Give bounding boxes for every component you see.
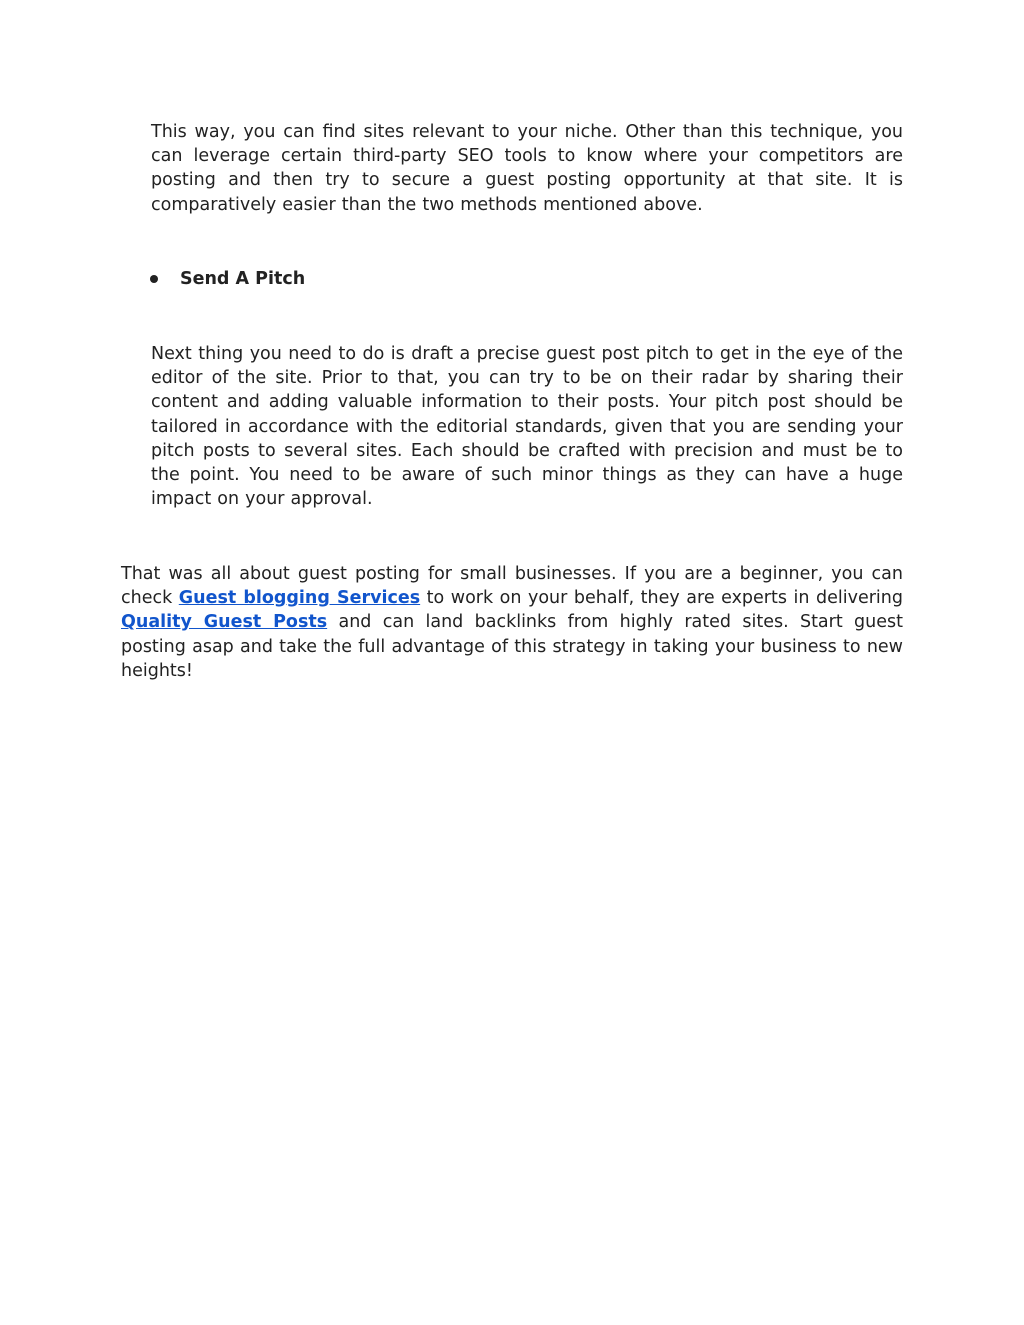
paragraph-send-pitch: Next thing you need to do is draft a precise guest post pitch to get in the eye of the editor of the site. Prior to that, you can try to be on their radar by sharing their content and adding valuable information to their posts. Your pitch post should be tailored in accordance with the editorial standards, given that you are sending your pitch posts to several sites. Each should be crafted with precision and must be to the point. You need to be aware of such minor things as they can have a huge impact on your approval.	[151, 344, 903, 510]
bullet-dot-icon	[150, 275, 158, 283]
bullet-item-send-a-pitch	[150, 267, 305, 291]
quality-guest-posts-link[interactable]: Quality Guest Posts	[121, 612, 328, 633]
conclusion-text-part-2: to work on your behalf, they are experts in delivering	[420, 588, 903, 609]
conclusion-text-part-1: That was all about guest posting for small businesses. If you are a beginner, you can check	[121, 564, 903, 609]
paragraph-find-sites: This way, you can find sites relevant to your niche. Other than this technique, you can leverage certain third-party SEO tools to know where your competitors are posting and then try to secure a guest posting opportunity at that site. It is comparatively easier than the two methods mentioned above.	[151, 122, 903, 215]
guest-blogging-services-link[interactable]: Guest blogging Services	[178, 588, 421, 609]
paragraph-conclusion	[121, 562, 903, 683]
bullet-heading: Send A Pitch	[180, 269, 306, 289]
conclusion-text-part-3: and can land backlinks from highly rated sites. Start guest posting asap and take the full advantage of this strategy in taking your business to new heights!	[121, 612, 903, 681]
